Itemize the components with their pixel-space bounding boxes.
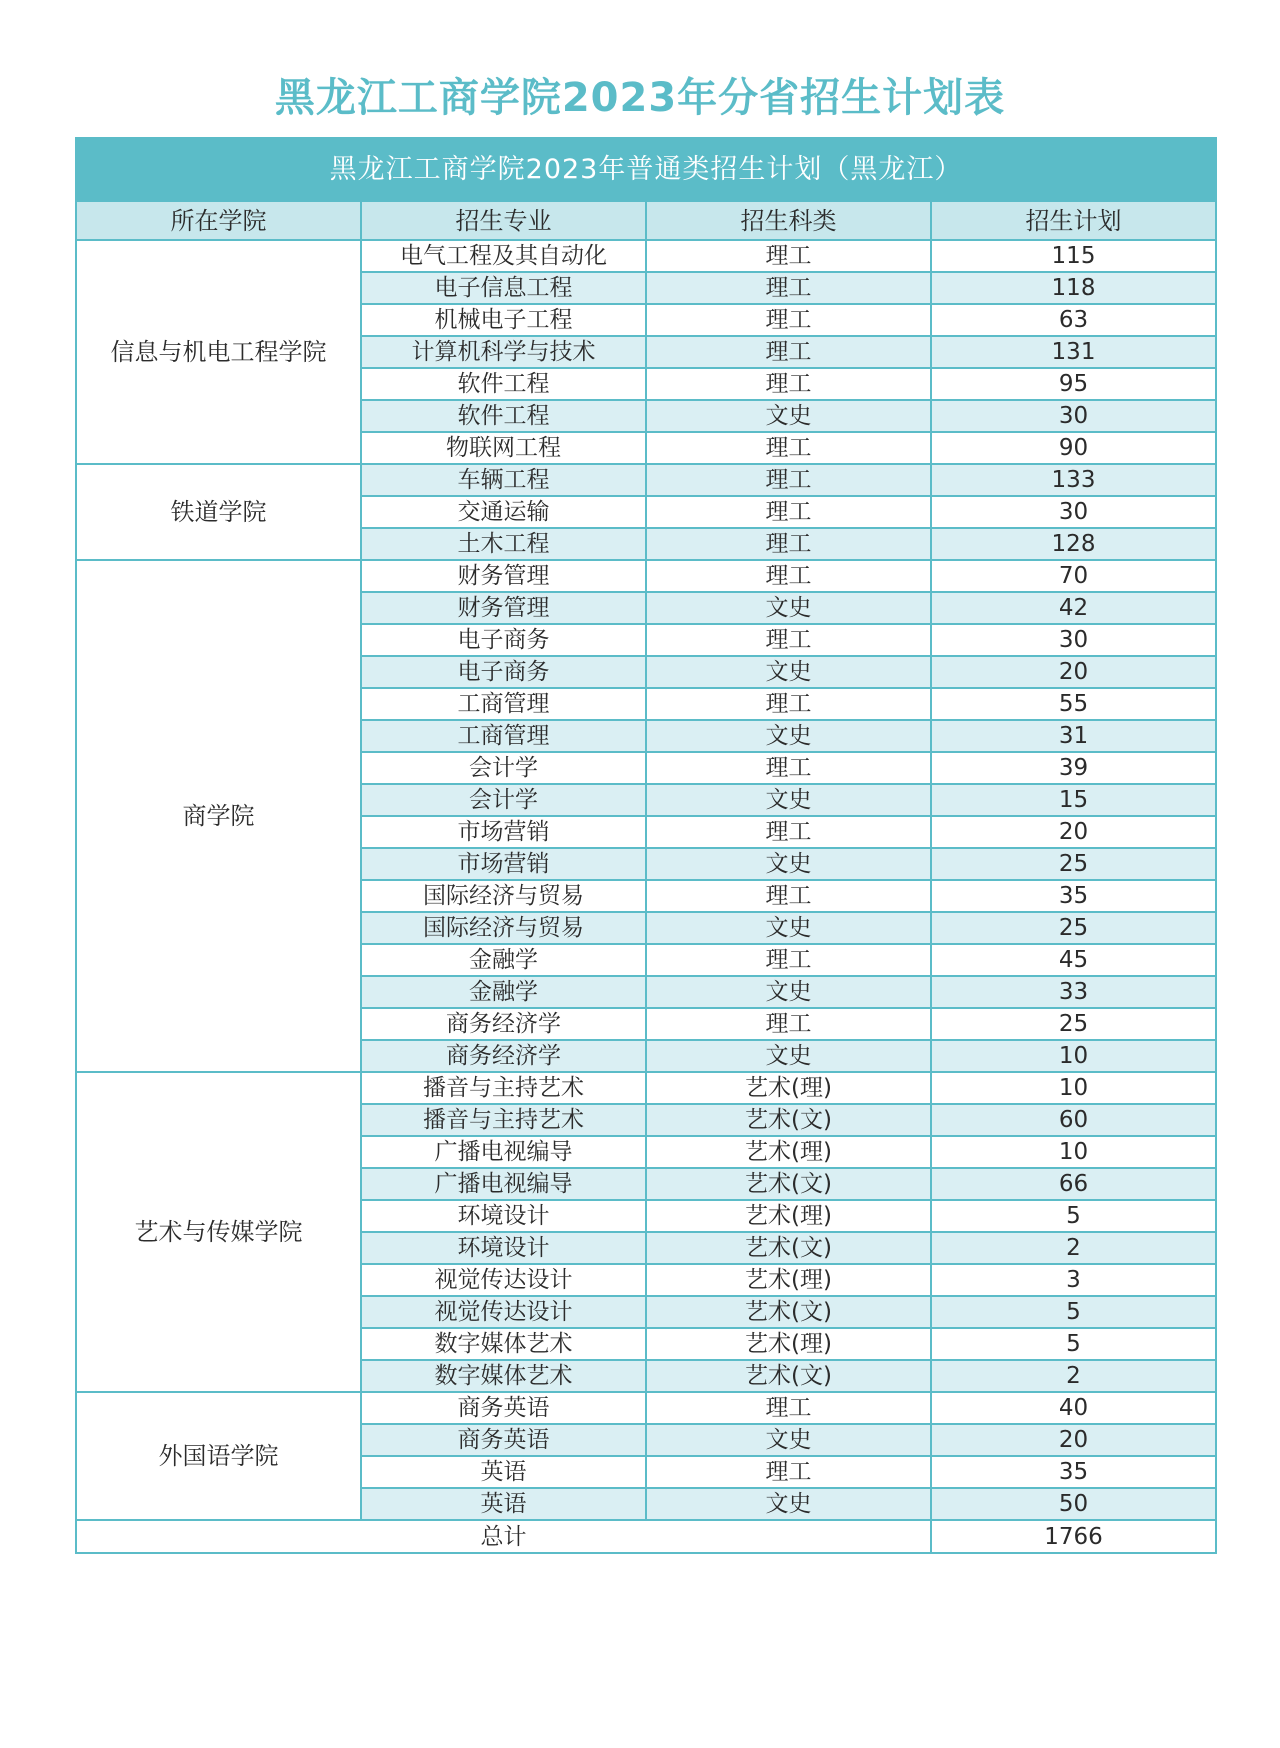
plan-cell: 35	[931, 880, 1216, 912]
major-cell: 播音与主持艺术	[361, 1104, 646, 1136]
plan-cell: 133	[931, 464, 1216, 496]
major-cell: 电气工程及其自动化	[361, 240, 646, 272]
major-cell: 计算机科学与技术	[361, 336, 646, 368]
table-title: 黑龙江工商学院2023年普通类招生计划（黑龙江）	[76, 138, 1216, 201]
category-cell: 理工	[646, 464, 931, 496]
major-cell: 财务管理	[361, 592, 646, 624]
category-cell: 文史	[646, 1424, 931, 1456]
plan-cell: 10	[931, 1136, 1216, 1168]
plan-cell: 15	[931, 784, 1216, 816]
major-cell: 数字媒体艺术	[361, 1328, 646, 1360]
category-cell: 理工	[646, 688, 931, 720]
plan-cell: 30	[931, 624, 1216, 656]
category-cell: 理工	[646, 240, 931, 272]
plan-cell: 55	[931, 688, 1216, 720]
plan-cell: 35	[931, 1456, 1216, 1488]
major-cell: 机械电子工程	[361, 304, 646, 336]
category-cell: 理工	[646, 560, 931, 592]
major-cell: 交通运输	[361, 496, 646, 528]
total-label: 总计	[76, 1520, 931, 1553]
plan-cell: 20	[931, 1424, 1216, 1456]
major-cell: 车辆工程	[361, 464, 646, 496]
plan-cell: 50	[931, 1488, 1216, 1520]
plan-cell: 25	[931, 1008, 1216, 1040]
category-cell: 文史	[646, 784, 931, 816]
plan-cell: 5	[931, 1200, 1216, 1232]
major-cell: 会计学	[361, 752, 646, 784]
category-cell: 艺术(理)	[646, 1264, 931, 1296]
major-cell: 环境设计	[361, 1200, 646, 1232]
category-cell: 艺术(文)	[646, 1104, 931, 1136]
category-cell: 理工	[646, 368, 931, 400]
major-cell: 英语	[361, 1456, 646, 1488]
major-cell: 环境设计	[361, 1232, 646, 1264]
page-title: 黑龙江工商学院2023年分省招生计划表	[274, 75, 1006, 121]
category-cell: 文史	[646, 720, 931, 752]
major-cell: 电子信息工程	[361, 272, 646, 304]
category-cell: 文史	[646, 1488, 931, 1520]
category-cell: 文史	[646, 400, 931, 432]
plan-cell: 3	[931, 1264, 1216, 1296]
plan-cell: 90	[931, 432, 1216, 464]
college-cell: 商学院	[76, 560, 361, 1072]
major-cell: 视觉传达设计	[361, 1296, 646, 1328]
major-cell: 市场营销	[361, 848, 646, 880]
plan-cell: 118	[931, 272, 1216, 304]
plan-cell: 128	[931, 528, 1216, 560]
major-cell: 工商管理	[361, 720, 646, 752]
category-cell: 艺术(文)	[646, 1296, 931, 1328]
major-cell: 软件工程	[361, 368, 646, 400]
major-cell: 播音与主持艺术	[361, 1072, 646, 1104]
category-cell: 艺术(理)	[646, 1072, 931, 1104]
category-cell: 艺术(理)	[646, 1136, 931, 1168]
plan-cell: 115	[931, 240, 1216, 272]
table-row	[76, 464, 1216, 496]
category-cell: 理工	[646, 624, 931, 656]
header-category: 招生科类	[646, 201, 931, 240]
plan-cell: 10	[931, 1072, 1216, 1104]
major-cell: 市场营销	[361, 816, 646, 848]
major-cell: 电子商务	[361, 624, 646, 656]
plan-cell: 42	[931, 592, 1216, 624]
category-cell: 文史	[646, 1040, 931, 1072]
major-cell: 广播电视编导	[361, 1136, 646, 1168]
category-cell: 理工	[646, 752, 931, 784]
plan-cell: 45	[931, 944, 1216, 976]
major-cell: 电子商务	[361, 656, 646, 688]
table-row	[76, 560, 1216, 592]
category-cell: 理工	[646, 1008, 931, 1040]
plan-cell: 31	[931, 720, 1216, 752]
category-cell: 文史	[646, 848, 931, 880]
category-cell: 理工	[646, 496, 931, 528]
category-cell: 文史	[646, 912, 931, 944]
plan-cell: 40	[931, 1392, 1216, 1424]
category-cell: 理工	[646, 272, 931, 304]
plan-cell: 70	[931, 560, 1216, 592]
major-cell: 商务英语	[361, 1392, 646, 1424]
major-cell: 软件工程	[361, 400, 646, 432]
major-cell: 物联网工程	[361, 432, 646, 464]
plan-cell: 131	[931, 336, 1216, 368]
category-cell: 理工	[646, 880, 931, 912]
plan-cell: 25	[931, 912, 1216, 944]
table-row	[76, 1072, 1216, 1104]
major-cell: 视觉传达设计	[361, 1264, 646, 1296]
plan-cell: 30	[931, 496, 1216, 528]
major-cell: 工商管理	[361, 688, 646, 720]
plan-cell: 5	[931, 1296, 1216, 1328]
category-cell: 艺术(文)	[646, 1360, 931, 1392]
total-value: 1766	[931, 1520, 1216, 1553]
category-cell: 文史	[646, 592, 931, 624]
major-cell: 国际经济与贸易	[361, 880, 646, 912]
category-cell: 理工	[646, 1392, 931, 1424]
college-cell: 信息与机电工程学院	[76, 240, 361, 464]
table-body	[76, 240, 1216, 1520]
major-cell: 商务经济学	[361, 1040, 646, 1072]
category-cell: 理工	[646, 304, 931, 336]
plan-cell: 20	[931, 816, 1216, 848]
category-cell: 理工	[646, 1456, 931, 1488]
plan-cell: 5	[931, 1328, 1216, 1360]
plan-cell: 2	[931, 1360, 1216, 1392]
category-cell: 理工	[646, 432, 931, 464]
plan-cell: 33	[931, 976, 1216, 1008]
major-cell: 数字媒体艺术	[361, 1360, 646, 1392]
category-cell: 理工	[646, 336, 931, 368]
table-row	[76, 240, 1216, 272]
category-cell: 艺术(理)	[646, 1328, 931, 1360]
major-cell: 会计学	[361, 784, 646, 816]
category-cell: 文史	[646, 976, 931, 1008]
major-cell: 商务经济学	[361, 1008, 646, 1040]
major-cell: 英语	[361, 1488, 646, 1520]
category-cell: 文史	[646, 656, 931, 688]
major-cell: 商务英语	[361, 1424, 646, 1456]
category-cell: 理工	[646, 944, 931, 976]
major-cell: 财务管理	[361, 560, 646, 592]
category-cell: 艺术(理)	[646, 1200, 931, 1232]
major-cell: 国际经济与贸易	[361, 912, 646, 944]
major-cell: 土木工程	[361, 528, 646, 560]
category-cell: 理工	[646, 816, 931, 848]
plan-cell: 39	[931, 752, 1216, 784]
plan-cell: 10	[931, 1040, 1216, 1072]
header-college: 所在学院	[76, 201, 361, 240]
plan-cell: 95	[931, 368, 1216, 400]
category-cell: 艺术(文)	[646, 1168, 931, 1200]
plan-cell: 63	[931, 304, 1216, 336]
plan-cell: 2	[931, 1232, 1216, 1264]
major-cell: 金融学	[361, 976, 646, 1008]
category-cell: 艺术(文)	[646, 1232, 931, 1264]
plan-cell: 25	[931, 848, 1216, 880]
major-cell: 广播电视编导	[361, 1168, 646, 1200]
major-cell: 金融学	[361, 944, 646, 976]
college-cell: 外国语学院	[76, 1392, 361, 1520]
enrollment-plan-table	[75, 137, 1217, 1554]
table-row	[76, 1392, 1216, 1424]
header-major: 招生专业	[361, 201, 646, 240]
plan-cell: 66	[931, 1168, 1216, 1200]
category-cell: 理工	[646, 528, 931, 560]
college-cell: 艺术与传媒学院	[76, 1072, 361, 1392]
plan-cell: 20	[931, 656, 1216, 688]
total-row	[76, 1520, 1216, 1553]
college-cell: 铁道学院	[76, 464, 361, 560]
plan-cell: 30	[931, 400, 1216, 432]
header-plan: 招生计划	[931, 201, 1216, 240]
plan-cell: 60	[931, 1104, 1216, 1136]
